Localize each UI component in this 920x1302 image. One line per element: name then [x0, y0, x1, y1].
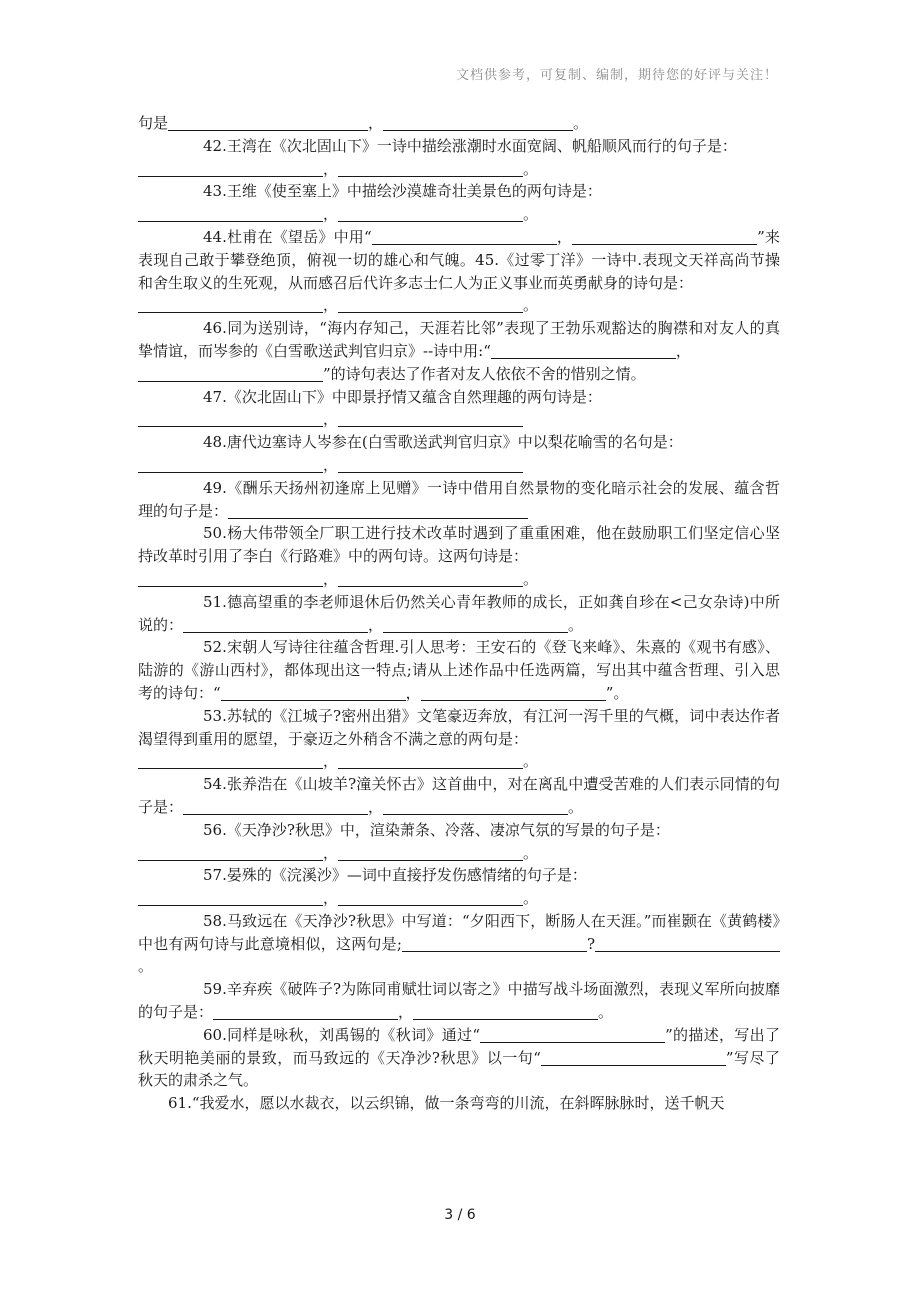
- answer-blank[interactable]: [402, 935, 587, 952]
- answer-blank[interactable]: [138, 752, 323, 769]
- answer-blank[interactable]: [383, 616, 568, 633]
- answer-blank[interactable]: [413, 1003, 598, 1020]
- answer-blank[interactable]: [138, 456, 323, 473]
- answer-blank[interactable]: [338, 752, 523, 769]
- question-59: 59.辛弃疾《破阵子?为陈同甫赋壮词以寄之》中描写战斗场面激烈，表现义军所向披靡的句子是： ， 。: [138, 980, 780, 1022]
- answer-blank[interactable]: [138, 365, 323, 382]
- answer-blank[interactable]: [213, 1003, 398, 1020]
- question-43: 43.王维《使至塞上》中描绘沙漠雄奇壮美景色的两句诗是： ， 。: [138, 180, 780, 226]
- answer-blank[interactable]: [138, 570, 323, 587]
- answer-blank[interactable]: [421, 684, 606, 701]
- answer-blank[interactable]: [383, 114, 573, 131]
- answer-blank[interactable]: [338, 456, 523, 473]
- question-44-45: 44.杜甫在《望岳》中用“ ， ”来表现自己敢于攀登绝顶，俯视一切的雄心和气魄。45.《过零丁洋》一诗中.表现文天祥高尚节操和舍生取义的生死观，从而感召后代许多志士仁人为正义事业而英勇献身的诗句是： ， 。: [138, 227, 780, 315]
- list-item: 句是 ， 。: [138, 114, 589, 132]
- answer-blank[interactable]: [138, 296, 323, 313]
- answer-blank[interactable]: [338, 160, 523, 177]
- answer-blank[interactable]: [338, 844, 523, 861]
- question-53: 53.苏轼的《江城子?密州出猎》文笔豪迈奔放，有江河一泻千里的气概，词中表达作者渴望得到重用的愿望，于豪迈之外稍含不满之意的两句是： ， 。: [138, 706, 780, 771]
- answer-blank[interactable]: [572, 228, 757, 245]
- answer-blank[interactable]: [228, 502, 528, 519]
- header-note: 文档供参考，可复制、编制，期待您的好评与关注！: [455, 68, 778, 83]
- answer-blank[interactable]: [138, 844, 323, 861]
- question-51: 51.德高望重的李老师退休后仍然关心青年教师的成长，正如龚自珍在<己女杂诗)中所说的： ， 。: [138, 592, 780, 634]
- question-42: 42.王湾在《次北固山下》一诗中描绘涨潮时水面宽阔、帆船顺风而行的句子是： ， 。: [138, 135, 780, 181]
- answer-blank[interactable]: [491, 342, 676, 359]
- answer-blank[interactable]: [338, 410, 523, 427]
- answer-blank[interactable]: [168, 114, 368, 131]
- answer-blank[interactable]: [138, 889, 323, 906]
- question-54: 54.张养浩在《山坡羊?潼关怀古》这首曲中，对在离乱中遭受苦难的人们表示同情的句子是： ， 。: [138, 775, 780, 816]
- answer-blank[interactable]: [383, 798, 568, 815]
- question-61: 61.“我爱水，愿以水裁衣，以云织锦，做一条弯弯的川流，在斜晖脉脉时，送千帆天: [168, 1094, 725, 1113]
- answer-blank[interactable]: [138, 160, 323, 177]
- question-52: 52.宋朝人写诗往往蕴含哲理.引人思考：王安石的《登飞来峰》、朱熹的《观书有感》、陆游的《游山西村》，都体现出这一特点;请从上述作品中任选两篇，写出其中蕴含哲理、引入思考的诗句：“ ， ”。: [138, 638, 780, 702]
- question-60: 60.同样是咏秋，刘禹锡的《秋词》通过“ ”的描述，写出了秋天明艳美丽的景致，而马致远的《天净沙?秋思》以一句“ ”写尽了秋天的肃杀之气。: [138, 1025, 781, 1090]
- page-number: 3 / 6: [444, 1207, 476, 1223]
- answer-blank[interactable]: [338, 296, 523, 313]
- question-list: [138, 112, 780, 1115]
- answer-blank[interactable]: [138, 410, 323, 427]
- question-47: 47.《次北固山下》中即景抒情又蕴含自然理趣的两句诗是： ，: [138, 386, 780, 432]
- answer-blank[interactable]: [338, 205, 523, 222]
- answer-blank[interactable]: [338, 570, 523, 587]
- answer-blank[interactable]: [480, 1026, 665, 1043]
- question-46: 46.同为送别诗，“海内存知己，天涯若比邻”表现了王勃乐观豁达的胸襟和对友人的真挚情谊，而岑参的《白雪歌送武判官归京》--诗中用:“ ， ”的诗句表达了作者对友人依依不舍的惜别之情。: [138, 319, 780, 383]
- answer-blank[interactable]: [183, 798, 368, 815]
- question-49: 49.《酬乐天扬州初逢席上见赠》一诗中借用自然景物的变化暗示社会的发展、蕴含哲理的句子是：: [138, 478, 780, 520]
- question-50: 50.杨大伟带领全厂职工进行技术改革时遇到了重重困难，他在鼓励职工们坚定信心坚持改革时引用了李白《行路难》中的两句诗。这两句诗是： ， 。: [138, 524, 780, 588]
- answer-blank[interactable]: [595, 935, 780, 952]
- question-48: 48.唐代边塞诗人岑参在(白雪歌送武判官归京》中以梨花喻雪的名句是： ，: [138, 431, 780, 477]
- answer-blank[interactable]: [338, 889, 523, 906]
- answer-blank[interactable]: [221, 684, 406, 701]
- answer-blank[interactable]: [372, 228, 557, 245]
- question-57: 57.晏殊的《浣溪沙》—词中直接抒发伤感情绪的句子是： ， 。: [138, 864, 780, 910]
- question-56: 56.《天净沙?秋思》中，渲染萧条、冷落、凄凉气氛的写景的句子是： ， 。: [138, 819, 780, 865]
- question-58: 58.马致远在《天净沙?秋思》中写道：“夕阳西下，断肠人在天涯。”而崔颢在《黄鹤楼》中也有两句诗与此意境相似，这两句是; ?。: [138, 911, 780, 976]
- answer-blank[interactable]: [541, 1049, 726, 1066]
- answer-blank[interactable]: [138, 205, 323, 222]
- answer-blank[interactable]: [183, 616, 368, 633]
